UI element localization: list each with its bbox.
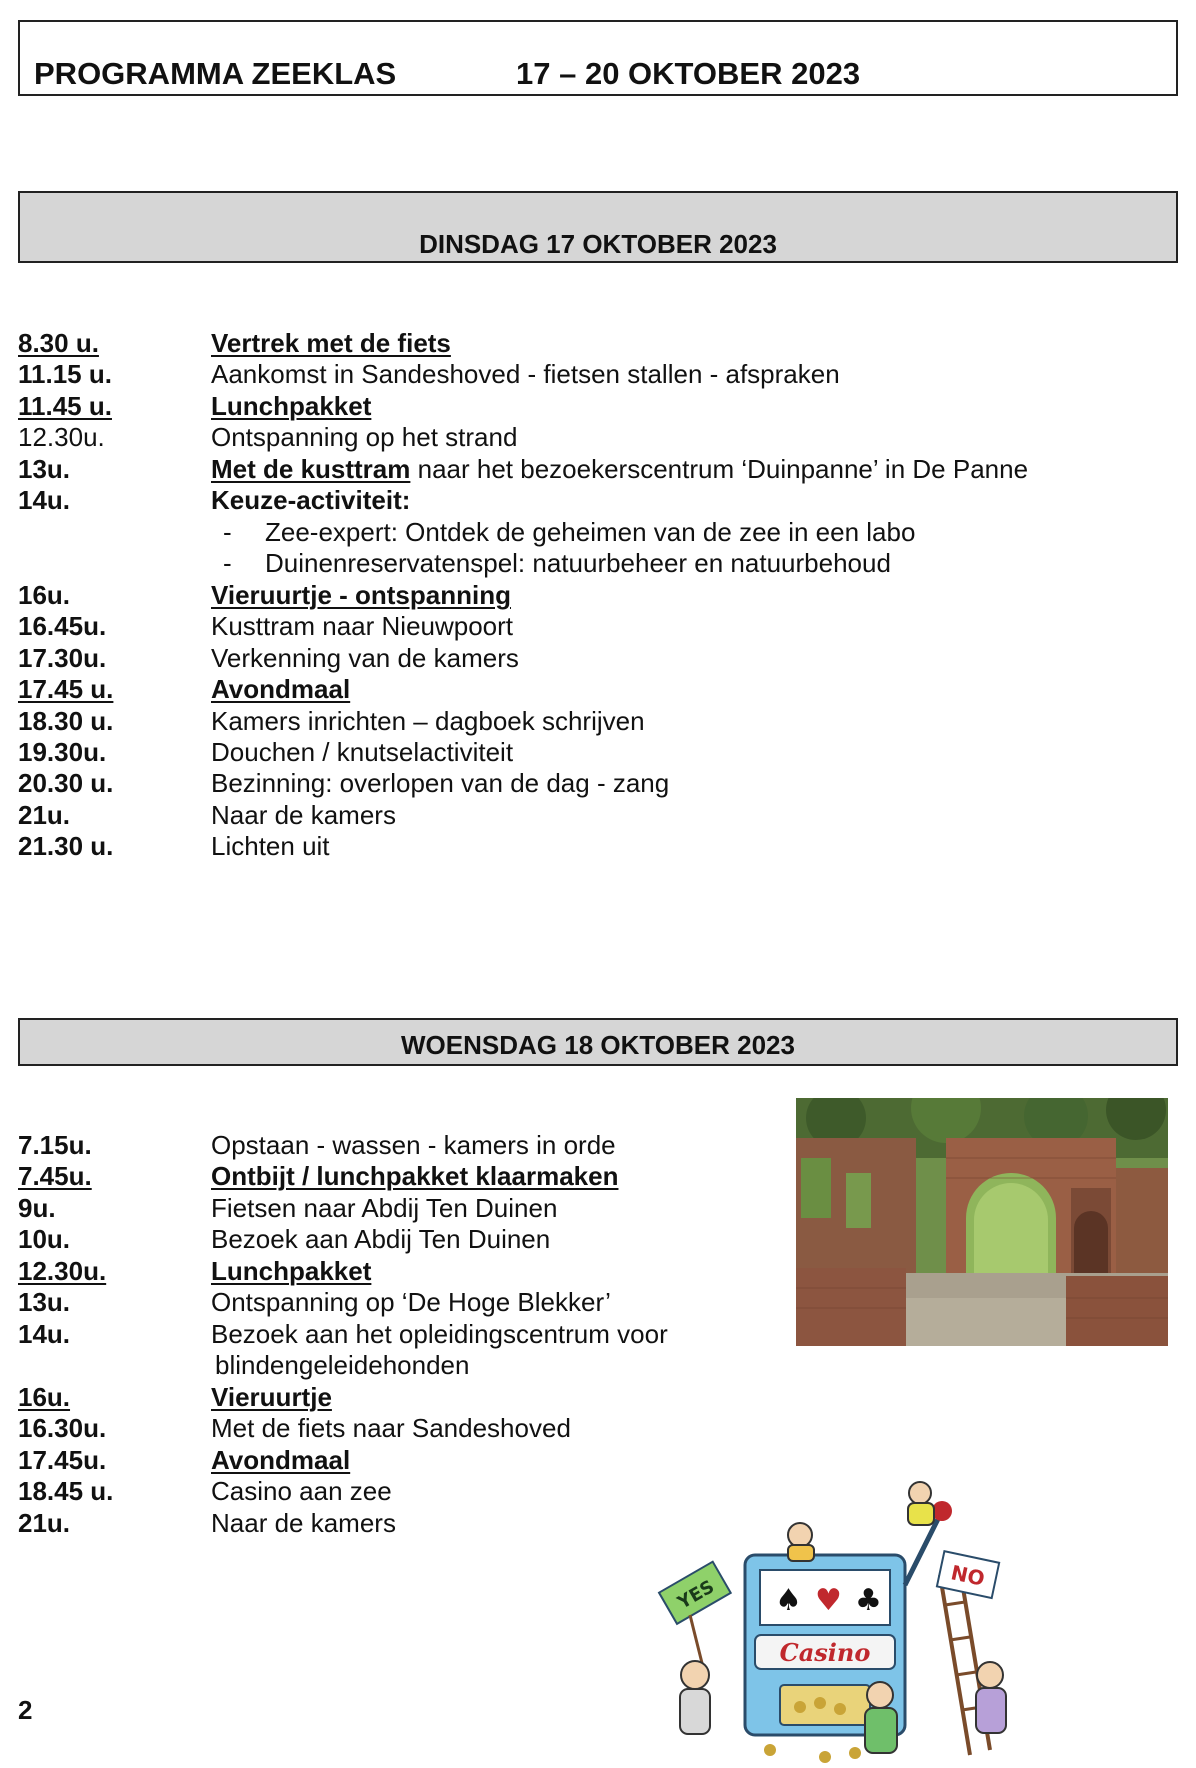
- casino-cartoon: [650, 1475, 1020, 1768]
- time-label: 7.45u.: [18, 1161, 92, 1191]
- day-heading-wednesday: WOENSDAG 18 OKTOBER 2023: [18, 1018, 1178, 1066]
- activity-label: Kusttram naar Nieuwpoort: [211, 611, 514, 641]
- abbey-ruins-illustration: [796, 1098, 1168, 1346]
- activity-label: Avondmaal: [211, 674, 351, 704]
- time-label: 19.30u.: [18, 737, 107, 767]
- activity-label: Aankomst in Sandeshoved - fietsen stallen - afspraken: [211, 359, 840, 389]
- page-number: 2: [18, 1695, 33, 1725]
- yes-sign: YES: [674, 1576, 718, 1614]
- activity-continuation: blindengeleidehonden: [215, 1350, 470, 1380]
- casino-sign: Casino: [779, 1638, 871, 1667]
- time-label: 16.30u.: [18, 1413, 107, 1443]
- time-label: 16u.: [18, 1382, 71, 1412]
- time-label: 21u.: [18, 1508, 71, 1538]
- title-box: [18, 20, 1178, 96]
- casino-cartoon-illustration: [650, 1475, 1020, 1768]
- time-label: 17.45 u.: [18, 674, 114, 704]
- activity-label: Bezoek aan het opleidingscentrum voor: [211, 1319, 668, 1349]
- activity-label: Lunchpakket: [211, 391, 372, 421]
- activity-label: Avondmaal: [211, 1445, 351, 1475]
- time-label: 11.45 u.: [18, 391, 112, 421]
- activity-label: [211, 454, 1028, 485]
- time-label: 12.30u.: [18, 422, 105, 452]
- activity-label: Lunchpakket: [211, 1256, 372, 1286]
- time-label: 11.15 u.: [18, 359, 112, 389]
- activity-label: Verkenning van de kamers: [211, 643, 519, 673]
- activity-label: Bezoek aan Abdij Ten Duinen: [211, 1224, 551, 1254]
- time-label: 16.45u.: [18, 611, 107, 641]
- activity-label: Ontspanning op ‘De Hoge Blekker’: [211, 1287, 611, 1317]
- time-label: 18.30 u.: [18, 706, 114, 736]
- activity-label: Vieruurtje - ontspanning: [211, 580, 511, 610]
- activity-label: Opstaan - wassen - kamers in orde: [211, 1130, 616, 1160]
- option-label: Zee-expert: Ontdek de geheimen van de zee in een labo: [265, 517, 916, 547]
- activity-label: Kamers inrichten – dagboek schrijven: [211, 706, 645, 736]
- time-label: 9u.: [18, 1193, 56, 1223]
- option-label: Duinenreservatenspel: natuurbeheer en natuurbehoud: [265, 548, 891, 578]
- svg-text:♣: ♣: [855, 1583, 882, 1618]
- activity-label: Casino aan zee: [211, 1476, 392, 1506]
- time-label: 18.45 u.: [18, 1476, 114, 1506]
- no-sign: NO: [948, 1560, 987, 1591]
- activity-highlight: Met de kusttram: [211, 454, 411, 484]
- time-label: 13u.: [18, 1287, 71, 1317]
- time-label: 17.30u.: [18, 643, 107, 673]
- document-title: PROGRAMMA ZEEKLAS: [34, 56, 397, 91]
- svg-text:♠: ♠: [775, 1583, 802, 1618]
- activity-label: Bezinning: overlopen van de dag - zang: [211, 768, 670, 798]
- time-label: 13u.: [18, 454, 71, 484]
- time-label: 16u.: [18, 580, 71, 610]
- time-label: 17.45u.: [18, 1445, 107, 1475]
- bullet-dash: -: [223, 517, 232, 547]
- time-label: 20.30 u.: [18, 768, 114, 798]
- abbey-ruins-photo: [796, 1098, 1168, 1346]
- activity-label: Ontspanning op het strand: [211, 422, 518, 452]
- activity-label: Keuze-activiteit:: [211, 485, 411, 515]
- activity-label: Naar de kamers: [211, 800, 396, 830]
- activity-label: Vieruurtje: [211, 1382, 332, 1412]
- time-label: 8.30 u.: [18, 328, 99, 358]
- activity-label: Vertrek met de fiets: [211, 328, 451, 358]
- time-label: 21.30 u.: [18, 831, 114, 861]
- activity-label: Ontbijt / lunchpakket klaarmaken: [211, 1161, 619, 1191]
- time-label: 14u.: [18, 1319, 71, 1349]
- time-label: 7.15u.: [18, 1130, 92, 1160]
- time-label: 21u.: [18, 800, 71, 830]
- bullet-dash: -: [223, 548, 232, 578]
- time-label: 10u.: [18, 1224, 71, 1254]
- activity-rest: naar het bezoekerscentrum ‘Duinpanne’ in De Panne: [410, 454, 1029, 484]
- time-label: 12.30u.: [18, 1256, 107, 1286]
- activity-label: Met de fiets naar Sandeshoved: [211, 1413, 571, 1443]
- activity-label: Douchen / knutselactiviteit: [211, 737, 514, 767]
- document-dates: 17 – 20 OKTOBER 2023: [516, 56, 861, 91]
- svg-text:♥: ♥: [815, 1583, 842, 1618]
- activity-label: Naar de kamers: [211, 1508, 396, 1538]
- day-heading-tuesday: DINSDAG 17 OKTOBER 2023: [18, 191, 1178, 263]
- activity-label: Lichten uit: [211, 831, 330, 861]
- time-label: 14u.: [18, 485, 71, 515]
- activity-label: Fietsen naar Abdij Ten Duinen: [211, 1193, 558, 1223]
